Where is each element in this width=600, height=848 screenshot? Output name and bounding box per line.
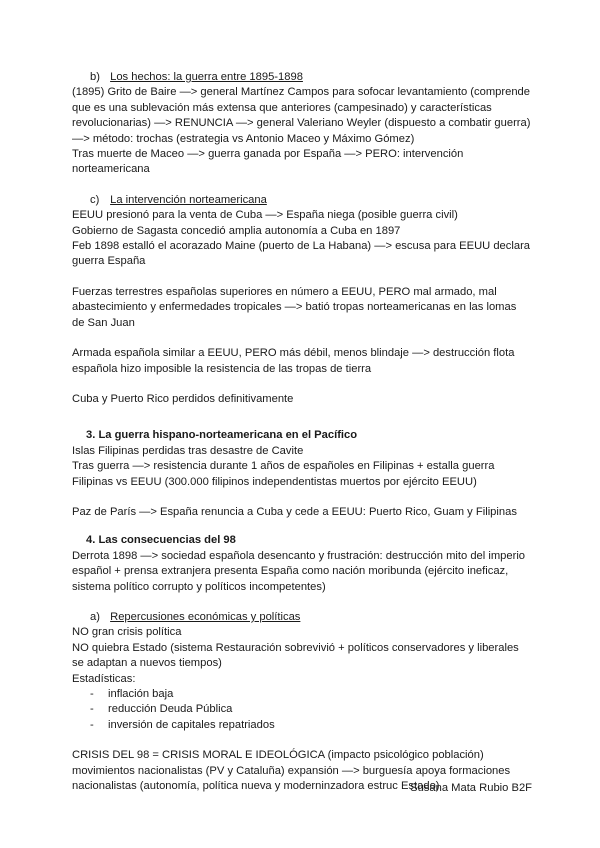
text-line: norteamericana (72, 163, 150, 176)
text-line: Estadísticas: (72, 672, 136, 685)
text-line: Filipinas vs EEUU (300.000 filipinos independentistas muertos por ejército EEUU) (72, 475, 477, 488)
list-item-text: inversión de capitales repatriados (108, 718, 275, 731)
list-item-text: reducción Deuda Pública (108, 703, 233, 716)
statistics-list (72, 687, 532, 733)
section-heading-3: 3. La guerra hispano-norteamericana en el Pacífico (86, 429, 358, 442)
text-line: que es una sublevación más extensa que anteriores (campesinado) y características (72, 101, 492, 114)
text-line: Feb 1898 estalló el acorazado Maine (puerto de La Habana) —> escusa para EEUU declara (72, 240, 531, 253)
list-item-text: inflación baja (108, 688, 174, 700)
dash-bullet-icon: - (90, 688, 94, 700)
subsection-heading-b (72, 70, 532, 85)
text-line: guerra España (72, 255, 146, 268)
list-item (72, 687, 532, 702)
text-line: Armada española similar a EEUU, PERO más débil, menos blindaje —> destrucción flota (72, 347, 515, 360)
text-line: —> método: trochas (estrategia vs Antonio Maceo y Máximo Gómez) (72, 132, 415, 145)
text-line: se adaptan a nuevos tiempos) (72, 657, 222, 670)
text-line: Fuerzas terrestres españolas superiores en número a EEUU, PERO mal armado, mal (72, 285, 497, 298)
text-line: español + prensa extranjera presenta España como nación moribunda (ejército ineficaz, (72, 565, 509, 578)
dash-bullet-icon: - (90, 718, 94, 731)
text-line: Tras guerra —> resistencia durante 1 años de españoles en Filipinas + estalla guerra (72, 460, 495, 473)
text-line: movimientos nacionalistas (PV y Cataluña) expansión —> burguesía apoya formaciones (72, 764, 511, 777)
text-line: EEUU presionó para la venta de Cuba —> España niega (posible guerra civil) (72, 209, 458, 222)
text-line: de San Juan (72, 316, 135, 329)
text-line: nacionalistas (autonomía, política nueva y moderninzadora estruc Estado) (72, 780, 440, 793)
subsection-heading-a (72, 610, 532, 625)
text-line: Gobierno de Sagasta concedió amplia autonomía a Cuba en 1897 (72, 224, 401, 237)
text-line: Islas Filipinas perdidas tras desastre de Cavite (72, 444, 304, 457)
text-line: Derrota 1898 —> sociedad española desencanto y frustración: destrucción mito del imperio (72, 549, 526, 562)
document-page (72, 70, 532, 794)
text-line: revolucionarias) —> RENUNCIA —> general Valeriano Weyler (dispuesto a combatir guerra) (72, 117, 531, 130)
text-line: NO gran crisis política (72, 626, 182, 639)
subsection-title: Los hechos: la guerra entre 1895-1898 (110, 71, 303, 83)
subsection-title: La intervención norteamericana (110, 193, 267, 206)
list-item (72, 702, 532, 717)
text-line: CRISIS DEL 98 = CRISIS MORAL E IDEOLÓGICA (impacto psicológico población) (72, 749, 484, 762)
list-item (72, 718, 532, 733)
author-signature: Susana Mata Rubio B2F (410, 782, 532, 794)
text-line: española hizo imposible la resistencia de las tropas de tierra (72, 362, 372, 375)
text-line: abastecimiento y enfermedades tropicales —> batió tropas norteamericanas en las lomas (72, 301, 517, 314)
subsection-letter: a) (90, 610, 100, 623)
subsection-letter: c) (90, 193, 100, 206)
dash-bullet-icon: - (90, 703, 94, 716)
text-line: Paz de París —> España renuncia a Cuba y cede a EEUU: Puerto Rico, Guam y Filipinas (72, 505, 517, 518)
subsection-heading-c (72, 193, 532, 208)
text-line: NO quiebra Estado (sistema Restauración sobrevivió + políticos conservadores y liberales (72, 641, 519, 654)
text-line: Tras muerte de Maceo —> guerra ganada por España —> PERO: intervención (72, 148, 464, 161)
text-line: (1895) Grito de Baire —> general Martínez Campos para sofocar levantamiento (comprende (72, 86, 530, 99)
subsection-letter: b) (90, 71, 100, 83)
text-line: sistema político corrupto y políticos incompetentes) (72, 580, 326, 593)
text-line: Cuba y Puerto Rico perdidos definitivamente (72, 392, 294, 405)
subsection-title: Repercusiones económicas y políticas (110, 610, 301, 623)
section-heading-4: 4. Las consecuencias del 98 (86, 534, 236, 547)
